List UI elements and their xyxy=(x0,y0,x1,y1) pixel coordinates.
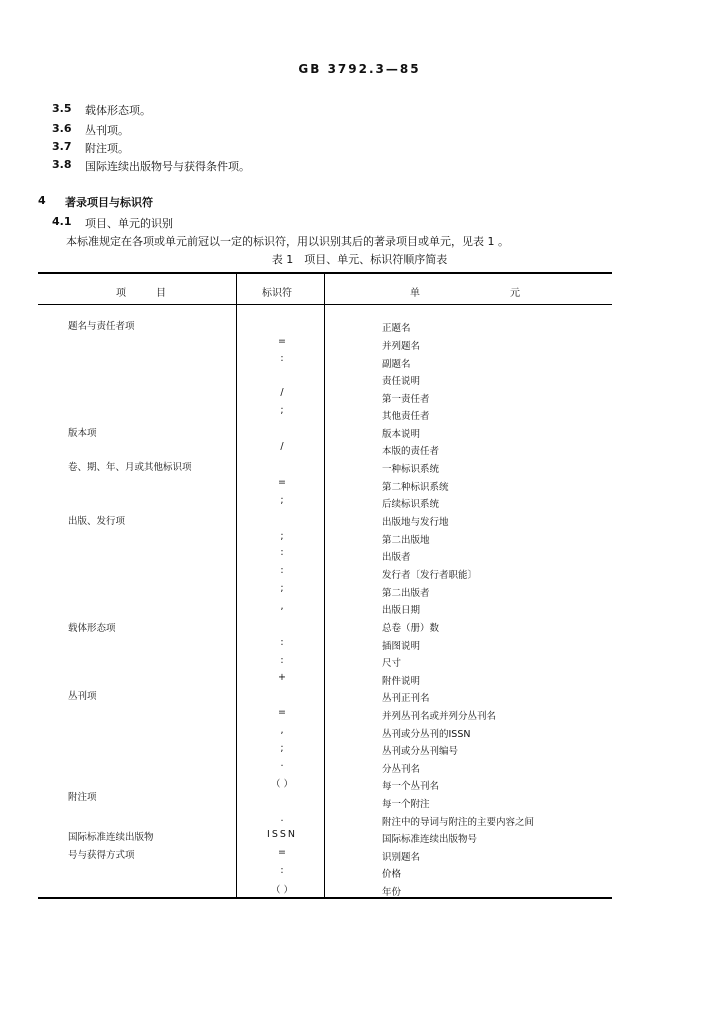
table-header-symbol: 标识符 xyxy=(262,288,292,299)
table-unit: 每一个丛刊名 xyxy=(382,781,440,792)
section-number: 3.5 xyxy=(52,102,72,115)
table-unit: 总卷（册）数 xyxy=(382,623,440,634)
table-symbol: , xyxy=(280,601,284,612)
table-unit: 出版日期 xyxy=(382,605,421,616)
table-symbol: ; xyxy=(280,405,284,416)
table-symbol: : xyxy=(280,865,284,876)
table-unit: 年份 xyxy=(382,887,402,898)
table-unit: 出版者 xyxy=(382,552,411,563)
table-symbol: : xyxy=(280,565,284,576)
section-number: 3.7 xyxy=(52,140,72,153)
table-bottom-rule xyxy=(38,897,612,899)
table-column-divider xyxy=(324,273,325,898)
table-column-divider xyxy=(236,273,237,898)
subclause-title: 项目、单元的识别 xyxy=(85,217,173,230)
section-text: 国际连续出版物号与获得条件项。 xyxy=(85,160,250,173)
table-symbol: / xyxy=(280,441,284,452)
table-unit: 插图说明 xyxy=(382,641,421,652)
table-header-unit: 单 元 xyxy=(410,288,520,299)
table-unit: 一种标识系统 xyxy=(382,464,440,475)
table-unit: 其他责任者 xyxy=(382,411,430,422)
table-unit: 正题名 xyxy=(382,323,411,334)
table-symbol: ; xyxy=(280,531,284,542)
table-symbol: / xyxy=(280,387,284,398)
table-header-item: 项 目 xyxy=(116,288,166,299)
table-unit: 附注中的导词与附注的主要内容之间 xyxy=(382,817,535,828)
standard-number-header: GB 3792.3—85 xyxy=(298,62,421,76)
table-item-label: 出版、发行项 xyxy=(68,516,126,527)
table-unit: 第一责任者 xyxy=(382,394,430,405)
section-number: 3.6 xyxy=(52,122,72,135)
table-symbol: , xyxy=(280,725,284,736)
table-symbol: （ ） xyxy=(270,885,294,896)
table-symbol: = xyxy=(278,477,286,488)
table-header-rule xyxy=(38,304,612,305)
subclause-number: 4.1 xyxy=(52,215,72,228)
table-unit: 丛刊正刊名 xyxy=(382,693,430,704)
clause-number: 4 xyxy=(38,194,46,207)
body-paragraph: 本标准规定在各项或单元前冠以一定的标识符，用以识别其后的著录项目或单元，见表 1 。 xyxy=(66,235,509,248)
table-unit: 责任说明 xyxy=(382,376,421,387)
table-unit: 第二种标识系统 xyxy=(382,482,449,493)
table-unit: 副题名 xyxy=(382,359,411,370)
table-unit: 分丛刊名 xyxy=(382,764,421,775)
table-unit: 第二出版地 xyxy=(382,535,430,546)
table-symbol: : xyxy=(280,637,284,648)
table-symbol: . xyxy=(280,758,284,769)
table-symbol: : xyxy=(280,547,284,558)
table-unit: 并列丛刊名或并列分丛刊名 xyxy=(382,711,497,722)
table-unit: 每一个附注 xyxy=(382,799,430,810)
table-symbol: ; xyxy=(280,743,284,754)
table-item-label: 题名与责任者项 xyxy=(68,321,135,332)
table-item-label: 号与获得方式项 xyxy=(68,850,135,861)
table-unit: 第二出版者 xyxy=(382,588,430,599)
section-text: 载体形态项。 xyxy=(85,104,151,117)
table-symbol: . xyxy=(280,813,284,824)
table-symbol: : xyxy=(280,655,284,666)
table-item-label: 丛刊项 xyxy=(68,691,97,702)
table-item-label: 载体形态项 xyxy=(68,623,116,634)
table-symbol: = xyxy=(278,847,286,858)
table-unit: 尺寸 xyxy=(382,658,402,669)
table-symbol: = xyxy=(278,336,286,347)
table-item-label: 国际标准连续出版物 xyxy=(68,832,154,843)
table-unit: 丛刊或分丛刊编号 xyxy=(382,746,459,757)
section-text: 丛刊项。 xyxy=(85,124,129,137)
table-item-label: 卷、期、年、月或其他标识项 xyxy=(68,462,192,473)
table-symbol: （ ） xyxy=(270,779,294,790)
table-symbol: ISSN xyxy=(267,829,297,840)
table-unit: 后续标识系统 xyxy=(382,499,440,510)
table-unit: 价格 xyxy=(382,869,402,880)
table-unit: 丛刊或分丛刊的ISSN xyxy=(382,729,471,740)
table-unit: 版本说明 xyxy=(382,429,421,440)
table-unit: 发行者〔发行者职能〕 xyxy=(382,570,478,581)
table-symbol: ; xyxy=(280,583,284,594)
table-symbol: = xyxy=(278,707,286,718)
section-text: 附注项。 xyxy=(85,142,129,155)
table-caption: 表 1 项目、单元、标识符顺序简表 xyxy=(271,253,448,266)
table-unit: 识别题名 xyxy=(382,852,421,863)
section-number: 3.8 xyxy=(52,158,72,171)
table-unit: 出版地与发行地 xyxy=(382,517,449,528)
clause-title: 著录项目与标识符 xyxy=(65,196,153,209)
table-unit: 并列题名 xyxy=(382,341,421,352)
table-top-rule xyxy=(38,272,612,274)
table-unit: 国际标准连续出版物号 xyxy=(382,834,478,845)
table-item-label: 版本项 xyxy=(68,428,97,439)
table-unit: 附件说明 xyxy=(382,676,421,687)
table-unit: 本版的责任者 xyxy=(382,446,440,457)
table-item-label: 附注项 xyxy=(68,792,97,803)
table-symbol: + xyxy=(278,672,286,683)
table-symbol: : xyxy=(280,353,284,364)
table-symbol: ; xyxy=(280,495,284,506)
